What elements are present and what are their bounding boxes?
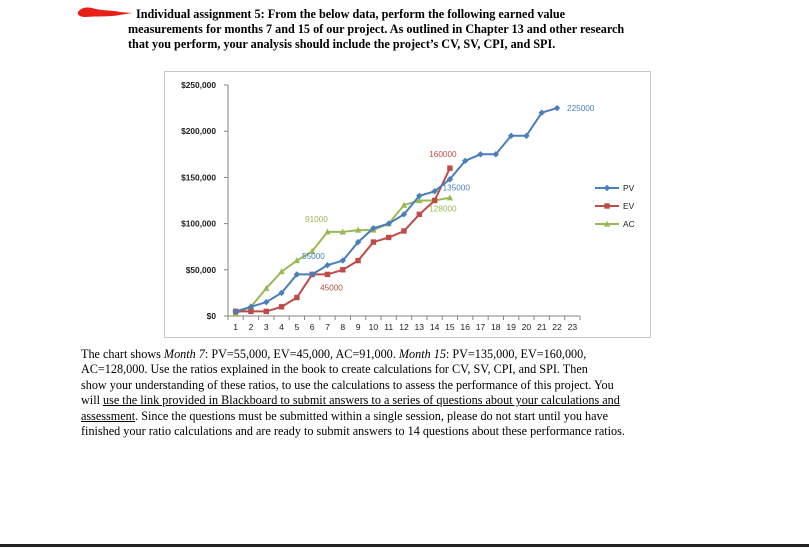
instructions-paragraph: [81, 347, 731, 439]
earned-value-chart: [164, 71, 651, 338]
data-label: 45000: [320, 283, 343, 293]
data-point-pv: [477, 151, 483, 157]
redaction-scribble: [76, 6, 134, 18]
data-point-ev: [401, 228, 406, 233]
x-tick-label: 6: [309, 322, 315, 332]
data-point-pv: [554, 105, 560, 111]
chart-svg: [165, 72, 650, 337]
x-tick-label: 7: [325, 322, 330, 332]
x-tick-label: 14: [429, 322, 440, 332]
x-tick-label: 4: [279, 322, 284, 332]
assignment-heading: [128, 7, 688, 53]
body-line-2: AC=128,000. Use the ratios explained in the book to create calculations for CV, SV, CPI, and SPI. Then: [81, 362, 588, 377]
data-label: 91000: [305, 214, 328, 224]
x-tick-label: 22: [552, 322, 562, 332]
data-point-ev: [340, 267, 345, 272]
data-point-ev: [432, 198, 437, 203]
assessment-link[interactable]: assessment: [81, 408, 136, 423]
x-tick-label: 11: [384, 322, 394, 332]
series-line-pv: [236, 108, 557, 311]
heading-line-3: that you perform, your analysis should include the project’s CV, SV, CPI, and SPI.: [128, 37, 556, 52]
x-tick-label: 17: [475, 322, 486, 332]
data-point-ev: [294, 295, 299, 300]
heading-line-2: measurements for months 7 and 15 of our project. As outlined in Chapter 13 and other research: [128, 22, 625, 37]
x-tick-label: 1: [233, 322, 239, 332]
x-tick-label: 5: [294, 322, 300, 332]
data-point-ev: [279, 304, 284, 309]
legend-label: EV: [623, 201, 635, 211]
x-tick-label: 15: [445, 322, 455, 332]
x-tick-label: 8: [340, 322, 346, 332]
data-point-ev: [417, 212, 422, 217]
data-point-ev: [447, 165, 452, 170]
heading-line-1: Individual assignment 5: From the below data, perform the following earned value: [136, 7, 566, 21]
x-tick-label: 3: [263, 322, 269, 332]
x-tick-label: 2: [248, 322, 254, 332]
data-point-ev: [355, 258, 360, 263]
data-label: 128000: [429, 204, 457, 214]
y-tick-label: $150,000: [181, 172, 216, 183]
body-line-3: show your understanding of these ratios, to use the calculations to assess the performance of this project. You: [81, 377, 614, 392]
legend-label: AC: [623, 219, 635, 229]
data-label: 160000: [429, 150, 457, 160]
x-tick-label: 10: [368, 322, 379, 332]
x-tick-label: 19: [506, 322, 516, 332]
data-point-ev: [325, 272, 330, 277]
y-tick-label: $50,000: [185, 264, 216, 275]
legend-marker-pv: [604, 185, 610, 191]
y-tick-label: $200,000: [181, 126, 216, 137]
x-tick-label: 9: [355, 322, 361, 332]
x-tick-label: 20: [521, 322, 532, 332]
x-tick-label: 16: [460, 322, 470, 332]
legend-marker-ev: [604, 203, 609, 208]
x-tick-label: 21: [536, 322, 547, 332]
y-tick-label: $0: [206, 311, 216, 321]
x-tick-label: 12: [399, 322, 409, 332]
x-tick-label: 13: [414, 322, 425, 332]
body-line-4: will use the link provided in Blackboard to submit answers to a series of questions about your calculations and: [81, 393, 620, 408]
data-label: 225000: [567, 104, 595, 114]
data-point-ev: [371, 239, 376, 244]
data-point-ev: [264, 309, 269, 314]
y-tick-label: $100,000: [181, 218, 216, 229]
data-point-ev: [386, 235, 391, 240]
data-label: 135000: [442, 183, 470, 193]
y-tick-label: $250,000: [181, 80, 216, 90]
page-bottom-rule: [0, 544, 809, 547]
legend-label: PV: [623, 183, 635, 193]
data-label: 55000: [302, 252, 325, 262]
body-line-6: finished your ratio calculations and are ready to submit answers to 14 questions about these performance ratios.: [81, 424, 625, 439]
blackboard-link[interactable]: use the link provided in Blackboard to submit answers to a series of questions about your calculations and: [103, 393, 620, 408]
x-tick-label: 23: [567, 322, 578, 332]
body-line-5: assessment. Since the questions must be submitted within a single session, please do not start until you have: [81, 408, 609, 423]
x-tick-label: 18: [491, 322, 501, 332]
body-line-1: The chart shows Month 7: PV=55,000, EV=45,000, AC=91,000. Month 15: PV=135,000, EV=160,000,: [81, 347, 587, 361]
